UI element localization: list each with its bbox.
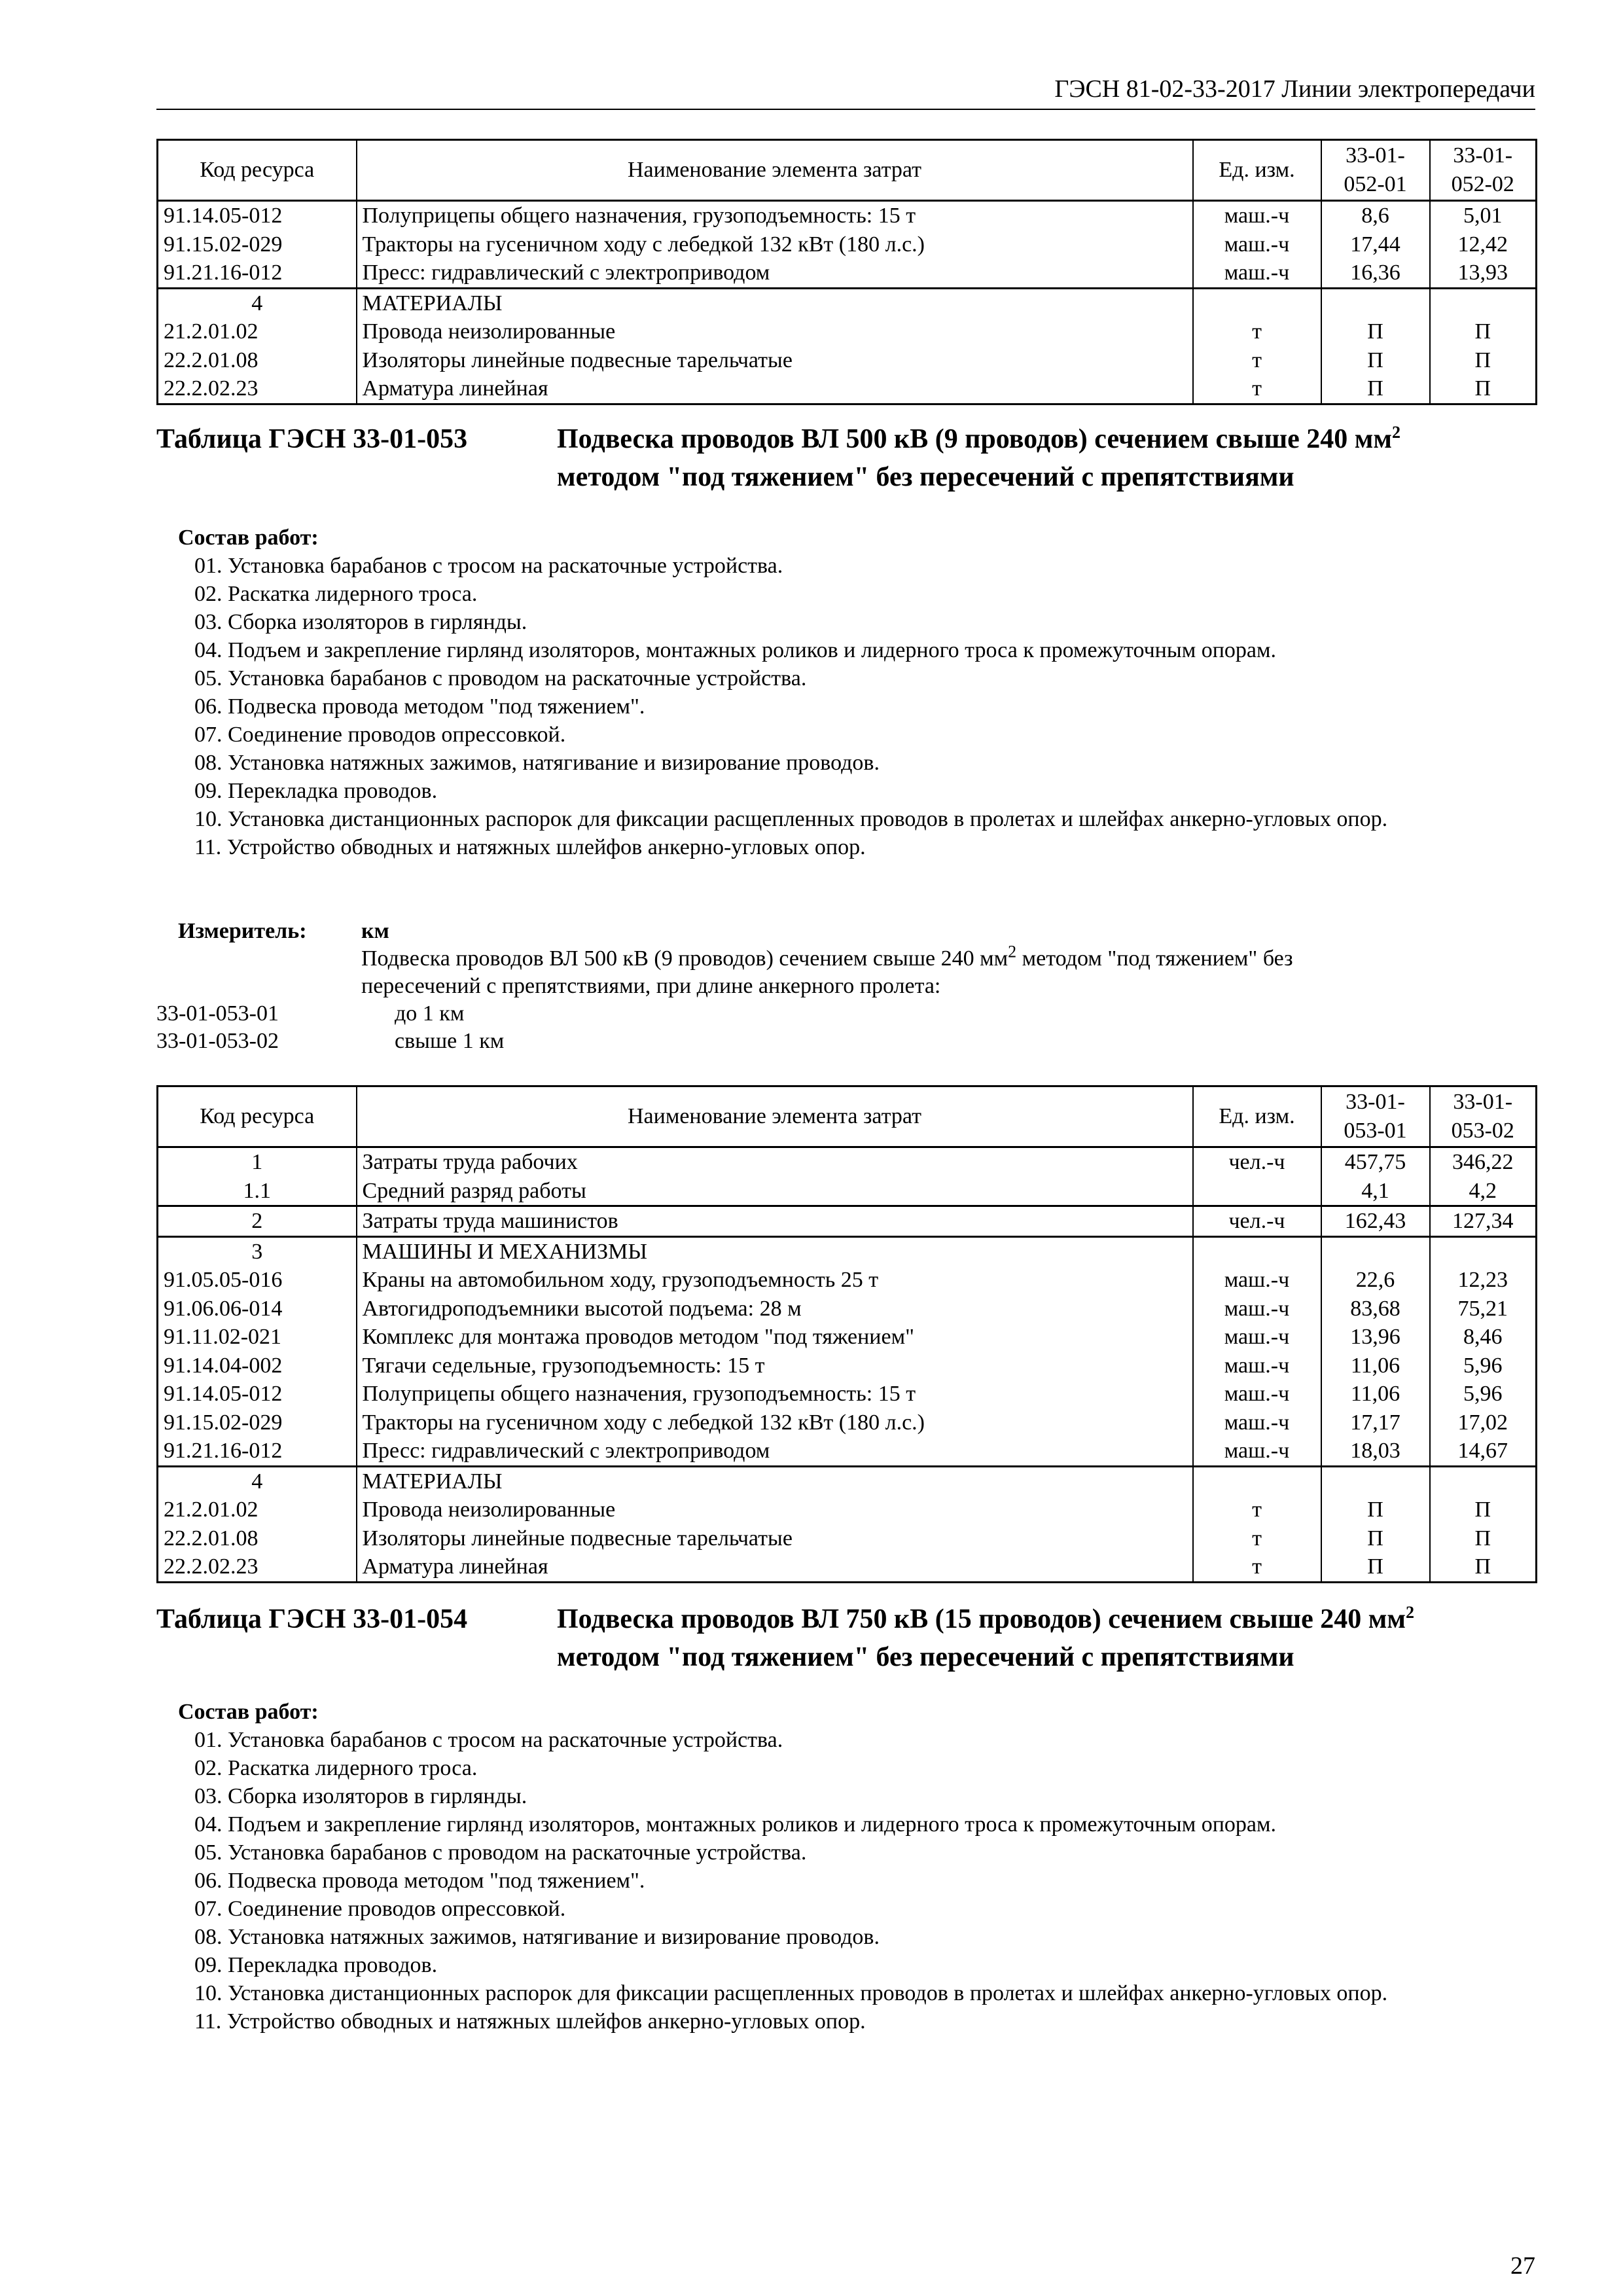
- cell-code: 91.05.05-016: [158, 1266, 357, 1295]
- cell-name: Изоляторы линейные подвесные тарельчатые: [357, 1524, 1193, 1553]
- section-row: [158, 1466, 1537, 1496]
- variant-code: 33-01-053-01: [156, 1001, 279, 1026]
- cell-name: МАТЕРИАЛЫ: [357, 1466, 1193, 1496]
- cell-code: 91.06.06-014: [158, 1295, 357, 1323]
- work-item: 09. Перекладка проводов.: [194, 779, 438, 803]
- section-row: [158, 288, 1537, 317]
- cell-a: П: [1321, 346, 1430, 375]
- cell-unit: т: [1193, 1496, 1321, 1524]
- row-group: [158, 201, 1537, 289]
- page-number: 27: [1510, 2252, 1535, 2280]
- table-name-main: Подвеска проводов ВЛ 750 кВ (15 проводов) сечением свыше 240 мм: [557, 1604, 1406, 1634]
- col-header-a: [1321, 140, 1430, 201]
- table-row: [158, 374, 1537, 404]
- cell-unit: [1193, 288, 1321, 317]
- cell-b: [1430, 1466, 1537, 1496]
- cell-unit: т: [1193, 346, 1321, 375]
- work-item: 03. Сборка изоляторов в гирлянды.: [194, 1784, 527, 1808]
- cell-unit: [1193, 1466, 1321, 1496]
- measure-desc-part2: методом "под тяжением" без пересечений с препятствиями, при длине анкерного пролета:: [361, 946, 1293, 998]
- col-a-text: 33-01-052-01: [1344, 143, 1407, 196]
- table-row: [158, 1437, 1537, 1466]
- cell-code: 22.2.01.08: [158, 1524, 357, 1553]
- measure-unit: км: [361, 919, 389, 943]
- cell-b: П: [1430, 317, 1537, 346]
- table-row: [158, 1552, 1537, 1582]
- variant-code: 33-01-053-02: [156, 1029, 279, 1053]
- cell-unit: маш.-ч: [1193, 1323, 1321, 1352]
- cell-code: 21.2.01.02: [158, 1496, 357, 1524]
- cell-a: 457,75: [1321, 1147, 1430, 1177]
- cell-name: Тягачи седельные, грузоподъемность: 15 т: [357, 1352, 1193, 1380]
- work-item: 07. Соединение проводов опрессовкой.: [194, 1897, 566, 1921]
- cell-b: 12,42: [1430, 230, 1537, 259]
- cell-b: 12,23: [1430, 1266, 1537, 1295]
- cell-code: 91.14.05-012: [158, 1380, 357, 1408]
- cell-code: 21.2.01.02: [158, 317, 357, 346]
- work-item: 04. Подъем и закрепление гирлянд изоляторов, монтажных роликов и лидерного троса к промежуточным опорам.: [194, 1812, 1277, 1837]
- table-name-line2: методом "под тяжением" без пересечений с препятствиями: [557, 462, 1294, 492]
- col-header-a: [1321, 1086, 1430, 1147]
- work-item: 06. Подвеска провода методом "под тяжением".: [194, 694, 645, 719]
- works-label: Состав работ:: [178, 526, 319, 550]
- cell-unit: маш.-ч: [1193, 201, 1321, 230]
- cell-a: 11,06: [1321, 1380, 1430, 1408]
- cell-code: 22.2.02.23: [158, 374, 357, 404]
- table-number: Таблица ГЭСН 33-01-053: [156, 424, 468, 454]
- cell-name: МАТЕРИАЛЫ: [357, 288, 1193, 317]
- works-label: Состав работ:: [178, 1700, 319, 1724]
- cell-unit: маш.-ч: [1193, 1295, 1321, 1323]
- cell-code: 3: [158, 1236, 357, 1266]
- table-row: [158, 1380, 1537, 1408]
- table-row: [158, 1266, 1537, 1295]
- cell-unit: т: [1193, 1552, 1321, 1582]
- cell-unit: чел.-ч: [1193, 1147, 1321, 1177]
- col-header-b: [1430, 140, 1537, 201]
- cell-unit: т: [1193, 1524, 1321, 1553]
- table-row: [158, 1177, 1537, 1206]
- cell-code: 91.11.02-021: [158, 1323, 357, 1352]
- cell-code: 2: [158, 1206, 357, 1237]
- variant-row: [156, 1028, 1465, 1055]
- work-item: 02. Раскатка лидерного троса.: [194, 582, 478, 606]
- cell-b: 17,02: [1430, 1408, 1537, 1437]
- cell-code: 91.15.02-029: [158, 1408, 357, 1437]
- cell-a: [1321, 1236, 1430, 1266]
- cell-b: 5,96: [1430, 1380, 1537, 1408]
- col-header-code: Код ресурса: [158, 1086, 357, 1147]
- cell-a: 18,03: [1321, 1437, 1430, 1466]
- col-header-unit: Ед. изм.: [1193, 140, 1321, 201]
- col-b-text: 33-01-053-02: [1451, 1090, 1514, 1143]
- cell-unit: маш.-ч: [1193, 1408, 1321, 1437]
- cell-unit: маш.-ч: [1193, 259, 1321, 288]
- table-row: [158, 1408, 1537, 1437]
- cell-b: П: [1430, 1524, 1537, 1553]
- cell-unit: т: [1193, 374, 1321, 404]
- cell-b: 75,21: [1430, 1295, 1537, 1323]
- work-item: 08. Установка натяжных зажимов, натягивание и визирование проводов.: [194, 1925, 880, 1949]
- col-a-text: 33-01-053-01: [1344, 1090, 1407, 1143]
- cell-b: 4,2: [1430, 1177, 1537, 1206]
- variant-value: до 1 км: [395, 1001, 465, 1026]
- cell-a: П: [1321, 1552, 1430, 1582]
- cell-a: [1321, 288, 1430, 317]
- cell-name: Средний разряд работы: [357, 1177, 1193, 1206]
- row-group: [158, 1147, 1537, 1206]
- cell-b: [1430, 1236, 1537, 1266]
- cell-b: П: [1430, 1552, 1537, 1582]
- cell-code: 91.21.16-012: [158, 259, 357, 288]
- cell-a: 17,17: [1321, 1408, 1430, 1437]
- table-row: [158, 317, 1537, 346]
- cell-b: 8,46: [1430, 1323, 1537, 1352]
- cell-a: 4,1: [1321, 1177, 1430, 1206]
- cell-unit: [1193, 1177, 1321, 1206]
- cell-name: Арматура линейная: [357, 1552, 1193, 1582]
- work-item: 04. Подъем и закрепление гирлянд изоляторов, монтажных роликов и лидерного троса к промежуточным опорам.: [194, 638, 1277, 662]
- cell-name: Пресс: гидравлический с электроприводом: [357, 259, 1193, 288]
- work-item: 10. Установка дистанционных распорок для фиксации расщепленных проводов в пролетах и шлейфах анкерно-угловых опор.: [194, 1981, 1388, 2005]
- cell-name: Тракторы на гусеничном ходу с лебедкой 132 кВт (180 л.с.): [357, 1408, 1193, 1437]
- work-item: 03. Сборка изоляторов в гирлянды.: [194, 610, 527, 634]
- cell-a: П: [1321, 317, 1430, 346]
- cell-b: П: [1430, 374, 1537, 404]
- table-name-line2: методом "под тяжением" без пересечений с препятствиями: [557, 1642, 1294, 1672]
- work-item: 11. Устройство обводных и натяжных шлейфов анкерно-угловых опор.: [194, 835, 866, 859]
- cell-code: 91.14.04-002: [158, 1352, 357, 1380]
- cell-unit: маш.-ч: [1193, 1437, 1321, 1466]
- work-item: 05. Установка барабанов с проводом на раскаточные устройства.: [194, 666, 807, 691]
- table-name-main: Подвеска проводов ВЛ 500 кВ (9 проводов) сечением свыше 240 мм: [557, 424, 1392, 454]
- cell-name: Комплекс для монтажа проводов методом "под тяжением": [357, 1323, 1193, 1352]
- superscript: 2: [1405, 1603, 1414, 1622]
- cell-name: Провода неизолированные: [357, 317, 1193, 346]
- variant-row: [156, 1000, 1465, 1028]
- cell-b: [1430, 288, 1537, 317]
- col-b-text: 33-01-052-02: [1451, 143, 1514, 196]
- works-list-054: [178, 1698, 1467, 2036]
- work-item: 02. Раскатка лидерного троса.: [194, 1756, 478, 1780]
- work-item: 09. Перекладка проводов.: [194, 1953, 438, 1977]
- cell-name: Полуприцепы общего назначения, грузоподъемность: 15 т: [357, 1380, 1193, 1408]
- work-item: 11. Устройство обводных и натяжных шлейфов анкерно-угловых опор.: [194, 2009, 866, 2034]
- cell-b: 5,01: [1430, 201, 1537, 230]
- work-item: 08. Установка натяжных зажимов, натягивание и визирование проводов.: [194, 751, 880, 775]
- table-row: [158, 259, 1537, 288]
- superscript: 2: [1008, 942, 1017, 961]
- table-row: [158, 1147, 1537, 1177]
- cell-unit: маш.-ч: [1193, 1380, 1321, 1408]
- table-row: [158, 230, 1537, 259]
- cell-code: 22.2.02.23: [158, 1552, 357, 1582]
- row-group: [158, 288, 1537, 404]
- cell-a: 11,06: [1321, 1352, 1430, 1380]
- table-row: [158, 1323, 1537, 1352]
- table-row: [158, 1524, 1537, 1553]
- cell-unit: т: [1193, 317, 1321, 346]
- table-row: [158, 1206, 1537, 1237]
- cell-unit: чел.-ч: [1193, 1206, 1321, 1237]
- cell-name: Арматура линейная: [357, 374, 1193, 404]
- cell-code: 4: [158, 1466, 357, 1496]
- row-group: [158, 1236, 1537, 1466]
- cell-code: 1: [158, 1147, 357, 1177]
- cell-name: Изоляторы линейные подвесные тарельчатые: [357, 346, 1193, 375]
- cell-unit: [1193, 1236, 1321, 1266]
- col-header-unit: Ед. изм.: [1193, 1086, 1321, 1147]
- cell-unit: маш.-ч: [1193, 1266, 1321, 1295]
- cell-a: 8,6: [1321, 201, 1430, 230]
- col-header-name: Наименование элемента затрат: [357, 140, 1193, 201]
- cell-name: Затраты труда машинистов: [357, 1206, 1193, 1237]
- cell-a: 22,6: [1321, 1266, 1430, 1295]
- cell-b: 13,93: [1430, 259, 1537, 288]
- cell-a: 17,44: [1321, 230, 1430, 259]
- cell-code: 1.1: [158, 1177, 357, 1206]
- work-item: 06. Подвеска провода методом "под тяжением".: [194, 1869, 645, 1893]
- cell-code: 22.2.01.08: [158, 346, 357, 375]
- row-group: [158, 1466, 1537, 1582]
- resource-table-053: [156, 1085, 1537, 1583]
- measure-desc-part1: Подвеска проводов ВЛ 500 кВ (9 проводов) сечением свыше 240 мм: [361, 946, 1008, 971]
- work-item: 07. Соединение проводов опрессовкой.: [194, 723, 566, 747]
- cell-name: Краны на автомобильном ходу, грузоподъемность 25 т: [357, 1266, 1193, 1295]
- work-item: 05. Установка барабанов с проводом на раскаточные устройства.: [194, 1840, 807, 1865]
- cell-unit: маш.-ч: [1193, 1352, 1321, 1380]
- running-header: ГЭСН 81-02-33-2017 Линии электропередачи: [156, 73, 1535, 110]
- table-row: [158, 346, 1537, 375]
- cell-name: Затраты труда рабочих: [357, 1147, 1193, 1177]
- table-row: [158, 1295, 1537, 1323]
- cell-b: 5,96: [1430, 1352, 1537, 1380]
- cell-name: МАШИНЫ И МЕХАНИЗМЫ: [357, 1236, 1193, 1266]
- cell-a: 83,68: [1321, 1295, 1430, 1323]
- work-item: 01. Установка барабанов с тросом на раскаточные устройства.: [194, 554, 783, 578]
- variant-value: свыше 1 км: [395, 1029, 505, 1053]
- cell-a: П: [1321, 374, 1430, 404]
- table-row: [158, 201, 1537, 230]
- col-header-b: [1430, 1086, 1537, 1147]
- cell-a: [1321, 1466, 1430, 1496]
- superscript: 2: [1391, 423, 1400, 442]
- cell-a: 16,36: [1321, 259, 1430, 288]
- work-item: 01. Установка барабанов с тросом на раскаточные устройства.: [194, 1728, 783, 1752]
- col-header-name: Наименование элемента затрат: [357, 1086, 1193, 1147]
- cell-unit: маш.-ч: [1193, 230, 1321, 259]
- measure-description: [361, 942, 1382, 1000]
- cell-code: 91.21.16-012: [158, 1437, 357, 1466]
- cell-name: Автогидроподъемники высотой подъема: 28 м: [357, 1295, 1193, 1323]
- table-row: [158, 1496, 1537, 1524]
- cell-b: 14,67: [1430, 1437, 1537, 1466]
- cell-a: 13,96: [1321, 1323, 1430, 1352]
- measure-label: Измеритель:: [178, 919, 307, 943]
- cell-b: П: [1430, 1496, 1537, 1524]
- cell-a: П: [1321, 1496, 1430, 1524]
- row-group: [158, 1206, 1537, 1237]
- cell-name: Пресс: гидравлический с электроприводом: [357, 1437, 1193, 1466]
- measure-block: [156, 918, 1465, 1055]
- table-name: [557, 1600, 1539, 1676]
- cell-code: 91.14.05-012: [158, 201, 357, 230]
- resource-table-052: [156, 139, 1537, 405]
- cell-b: 346,22: [1430, 1147, 1537, 1177]
- cell-name: Тракторы на гусеничном ходу с лебедкой 132 кВт (180 л.с.): [357, 230, 1193, 259]
- works-list-053: [178, 524, 1467, 861]
- cell-b: П: [1430, 346, 1537, 375]
- table-row: [158, 1352, 1537, 1380]
- cell-name: Провода неизолированные: [357, 1496, 1193, 1524]
- table-number: Таблица ГЭСН 33-01-054: [156, 1604, 468, 1634]
- cell-a: П: [1321, 1524, 1430, 1553]
- cell-code: 91.15.02-029: [158, 230, 357, 259]
- section-row: [158, 1236, 1537, 1266]
- cell-name: Полуприцепы общего назначения, грузоподъемность: 15 т: [357, 201, 1193, 230]
- work-item: 10. Установка дистанционных распорок для фиксации расщепленных проводов в пролетах и шлейфах анкерно-угловых опор.: [194, 807, 1388, 831]
- cell-code: 4: [158, 288, 357, 317]
- cell-b: 127,34: [1430, 1206, 1537, 1237]
- table-name: [557, 420, 1539, 496]
- col-header-code: Код ресурса: [158, 140, 357, 201]
- cell-a: 162,43: [1321, 1206, 1430, 1237]
